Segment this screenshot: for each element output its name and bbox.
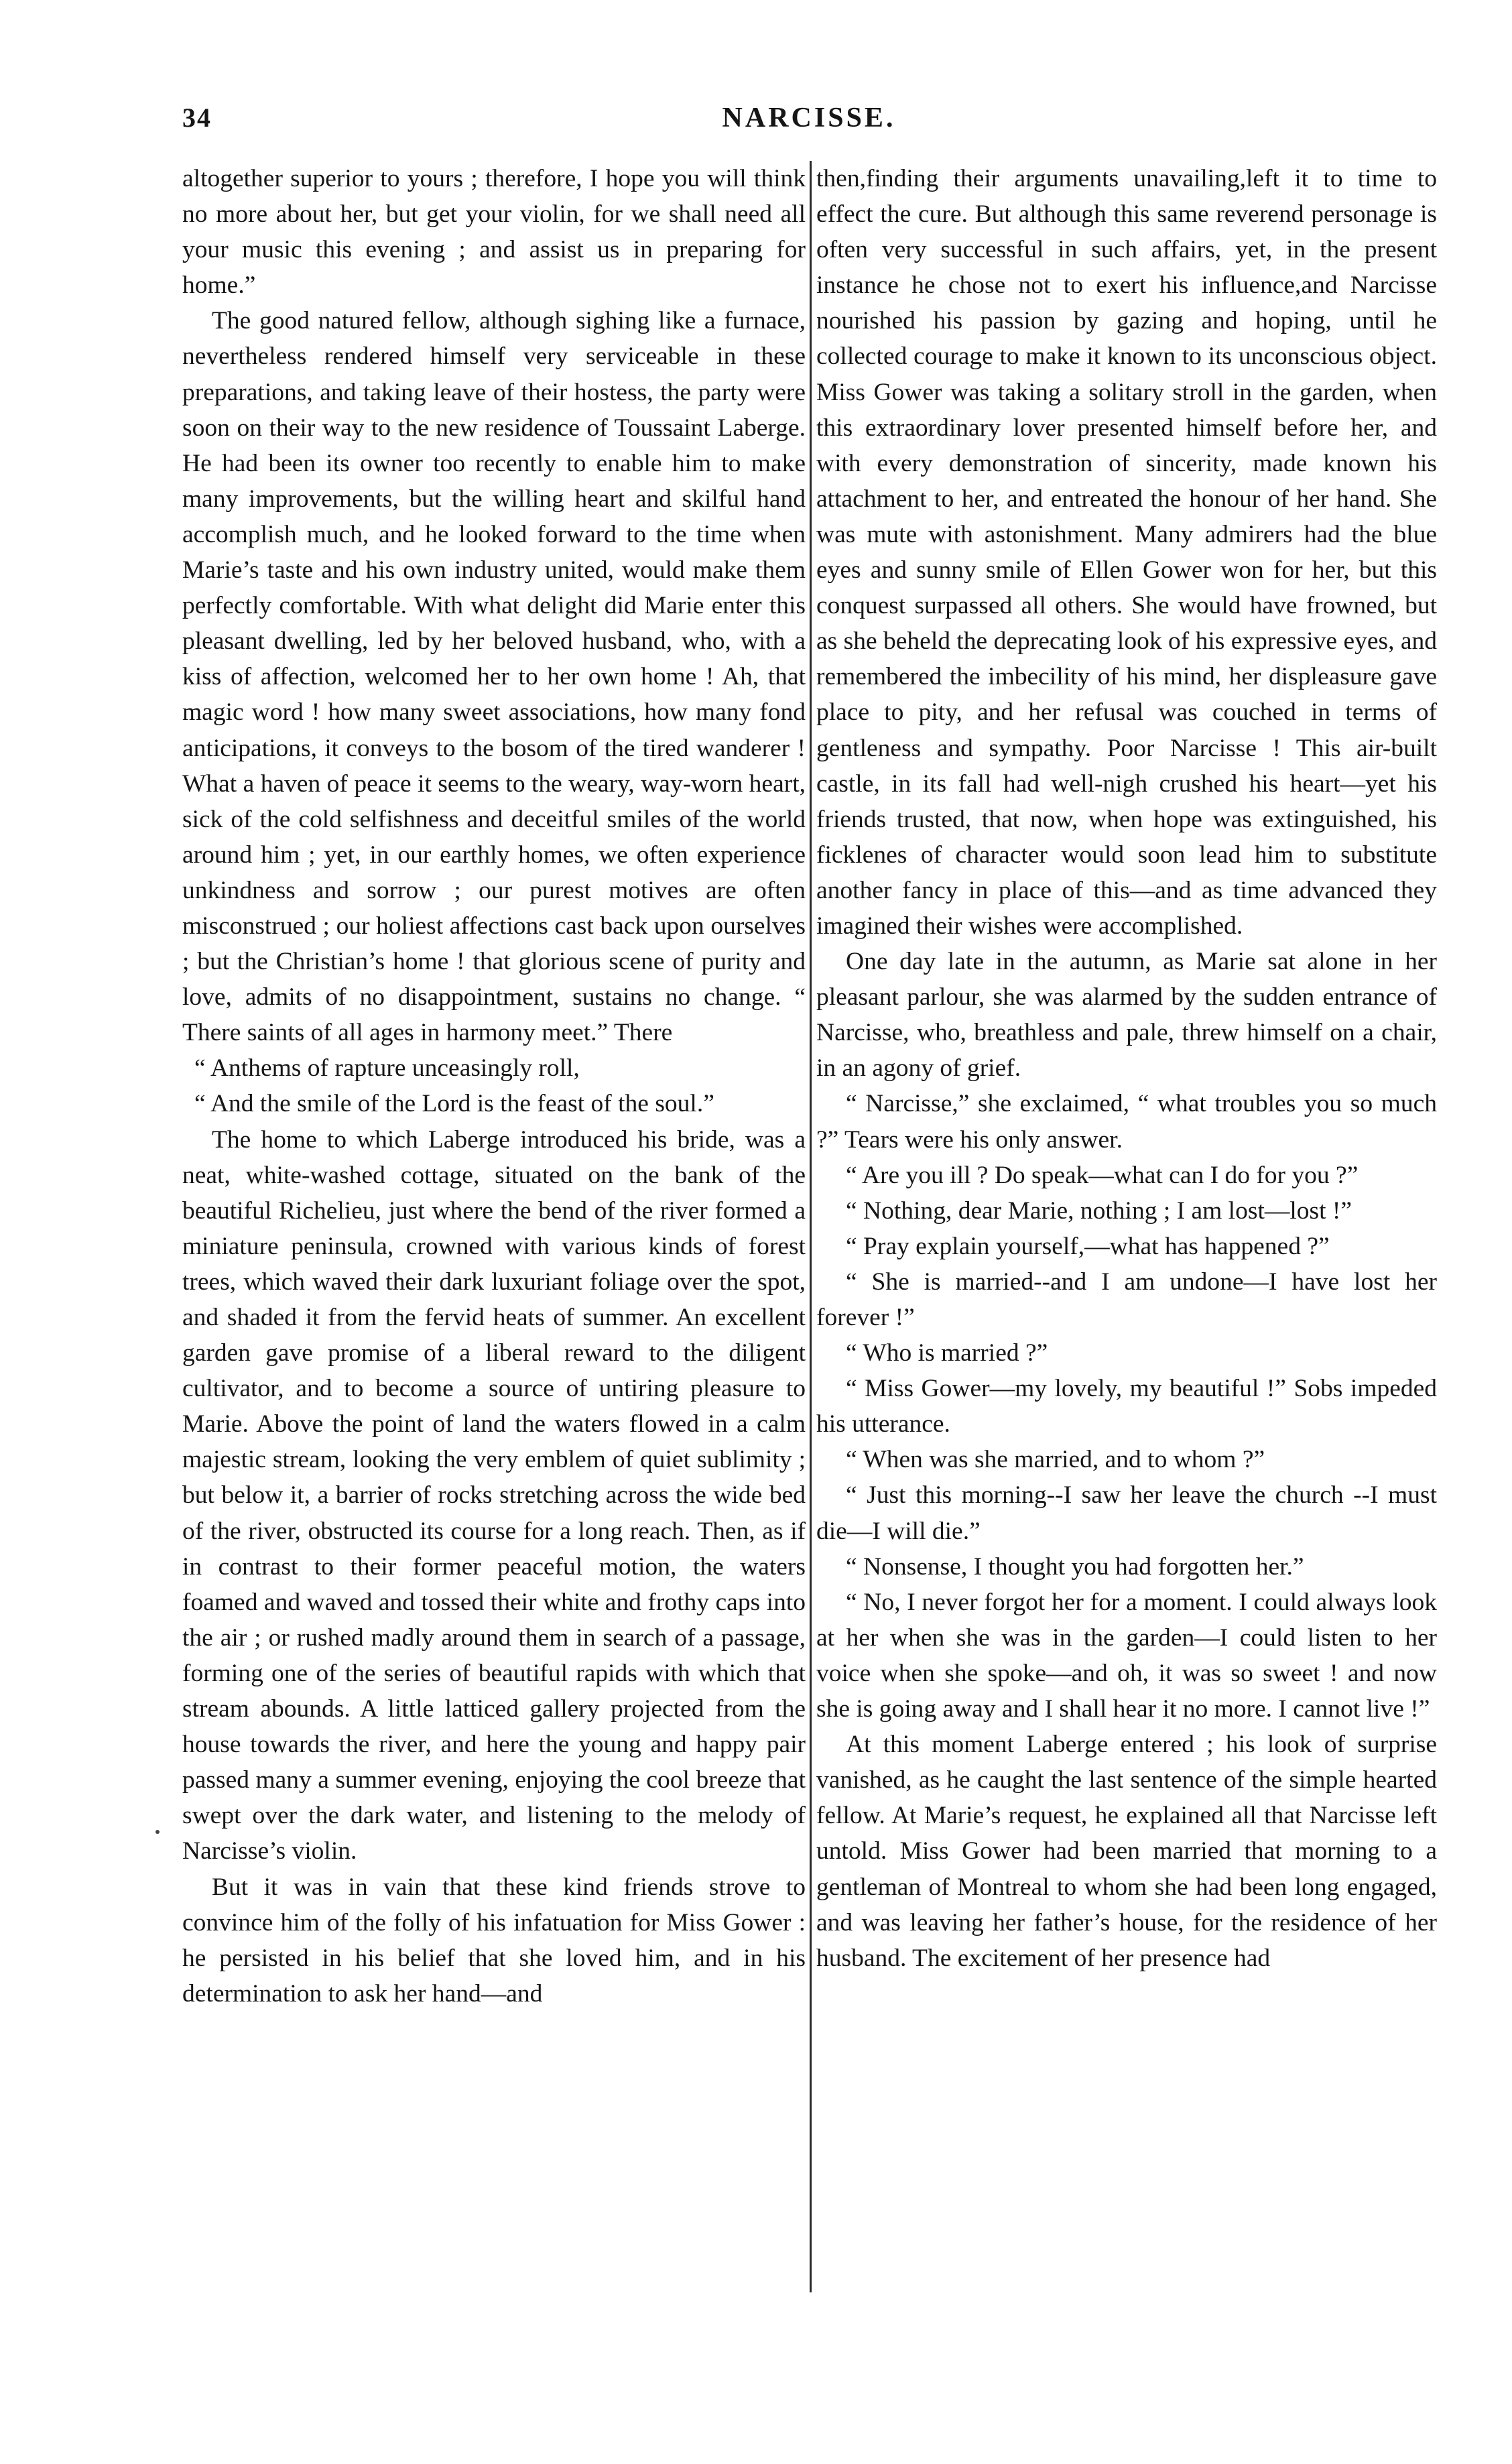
paragraph: “ And the smile of the Lord is the feast of the soul.” [194, 1090, 714, 1118]
page-header [182, 102, 1436, 142]
margin-mark [155, 1830, 160, 1834]
paragraph: “ Nonsense, I thought you had forgotten her.” [846, 1552, 1304, 1581]
paragraph: then,finding their arguments unavailing,left it to time to effect the cure. But although this same reverend personage is often very successful in such affairs, yet, in the present instance he chose not to exert his influence,and Narcisse nourished his passion by gazing and hoping, until he collected courage to make it known to its unconscious object. Miss Gower was taking a solitary stroll in the garden, when this extraordinary lover presented himself before her, and with every demonstration of sincerity, made known his attachment to her, and entreated the honour of her hand. She was mute with astonishment. Many admirers had the blue eyes and sunny smile of Ellen Gower won for her, but this conquest surpassed all others. She would have frowned, but as she beheld the deprecating look of his expressive eyes, and remembered the imbecility of his mind, her displeasure gave place to pity, and her refusal was couched in terms of gentleness and sympathy. Poor Narcisse ! This air-built castle, in its fall had well-nigh crushed his heart—yet his friends trusted, that now, when hope was extinguished, his ficklenes of character would soon lead him to substitute another fancy in place of this—and as time advanced they imagined their wishes were accomplished. [816, 165, 1437, 940]
paragraph: The home to which Laberge introduced his bride, was a neat, white-washed cottage, situated on the bank of the beautiful Richelieu, just where the bend of the river formed a miniature peninsula, crowned with various kinds of forest trees, which waved their dark luxuriant foliage over the spot, and shaded it from the fervid heats of summer. An excellent garden gave promise of a liberal reward to the diligent cultivator, and to become a source of untiring pleasure to Marie. Above the point of land the waters flowed in a calm majestic stream, looking the very emblem of quiet sublimity ; but below it, a barrier of rocks stretching across the wide bed of the river, obstructed its course for a long reach. Then, as if in contrast to their former peaceful motion, the waters foamed and waved and tossed their white and frothy caps into the air ; or rushed madly around them in search of a passage, forming one of the series of beautiful rapids with which that stream abounds. A little latticed gallery projected from the house towards the river, and here the young and happy pair passed many a summer evening, enjoying the cool breeze that swept over the dark water, and listening to the melody of Narcisse’s violin. [182, 1125, 806, 1865]
paragraph: “ Are you ill ? Do speak—what can I do for you ?” [846, 1161, 1359, 1189]
paragraph: “ Who is married ?” [846, 1339, 1048, 1367]
paragraph: “ Pray explain yourself,—what has happened ?” [846, 1232, 1330, 1260]
paragraph: “ She is married--and I am undone—I have lost her forever !” [816, 1268, 1437, 1331]
paragraph: “ Anthems of rapture unceasingly roll, [194, 1054, 580, 1083]
paragraph: “ When was she married, and to whom ?” [846, 1446, 1265, 1474]
column-divider [810, 161, 812, 2292]
running-title: NARCISSE. [722, 103, 896, 133]
paragraph: But it was in vain that these kind friends strove to convince him of the folly of his infatuation for Miss Gower : he persisted in his belief that she loved him, and in his determination to ask her hand—and [182, 1873, 806, 2008]
paragraph: altogether superior to yours ; therefore, I hope you will think no more about her, but get your violin, for we shall need all your music this evening ; and assist us in preparing for home.” [182, 165, 806, 300]
paragraph: “ No, I never forgot her for a moment. I could always look at her when she was in the garden—I could listen to her voice when she spoke—and oh, it was so sweet ! and now she is going away and I shall hear it no more. I cannot live !” [816, 1588, 1437, 1723]
paragraph: One day late in the autumn, as Marie sat alone in her pleasant parlour, she was alarmed by the sudden entrance of Narcisse, who, breathless and pale, threw himself on a chair, in an agony of grief. [816, 948, 1437, 1083]
paragraph: “ Just this morning--I saw her leave the church --I must die—I will die.” [816, 1481, 1437, 1545]
paragraph: The good natured fellow, although sighing like a furnace, nevertheless rendered himself very serviceable in these preparations, and taking leave of their hostess, the party were soon on their way to the new residence of Toussaint Laberge. He had been its owner too recently to enable him to make many improvements, but the willing heart and skilful hand accomplish much, and he looked forward to the time when Marie’s taste and his own industry united, would make them perfectly comfortable. With what delight did Marie enter this pleasant dwelling, led by her beloved husband, who, with a kiss of affection, welcomed her to her own home ! Ah, that magic word ! how many sweet associations, how many fond anticipations, it conveys to the bosom of the tired wanderer ! What a haven of peace it seems to the weary, way-worn heart, sick of the cold selfishness and deceitful smiles of the world around him ; yet, in our earthly homes, we often experience unkindness and sorrow ; our purest motives are often misconstrued ; our holiest affections cast back upon ourselves ; but the Christian’s home ! that glorious scene of purity and love, admits of no disappointment, sustains no change. “ There saints of all ages in harmony meet.” There [182, 307, 806, 1047]
paragraph: At this moment Laberge entered ; his look of surprise vanished, as he caught the last sentence of the simple hearted fellow. At Marie’s request, he explained all that Narcisse left untold. Miss Gower had been married that morning to a gentleman of Montreal to whom she had been long engaged, and was leaving her father’s house, for the residence of her husband. The excitement of her presence had [816, 1731, 1437, 1972]
right-column [816, 161, 1437, 1976]
paragraph: “ Nothing, dear Marie, nothing ; I am lost—lost !” [846, 1196, 1352, 1225]
page-number: 34 [182, 103, 212, 133]
left-column [182, 161, 806, 2012]
paragraph: “ Miss Gower—my lovely, my beautiful !” Sobs impeded his utterance. [816, 1375, 1437, 1438]
paragraph: “ Narcisse,” she exclaimed, “ what troubles you so much ?” Tears were his only answer. [816, 1090, 1437, 1154]
